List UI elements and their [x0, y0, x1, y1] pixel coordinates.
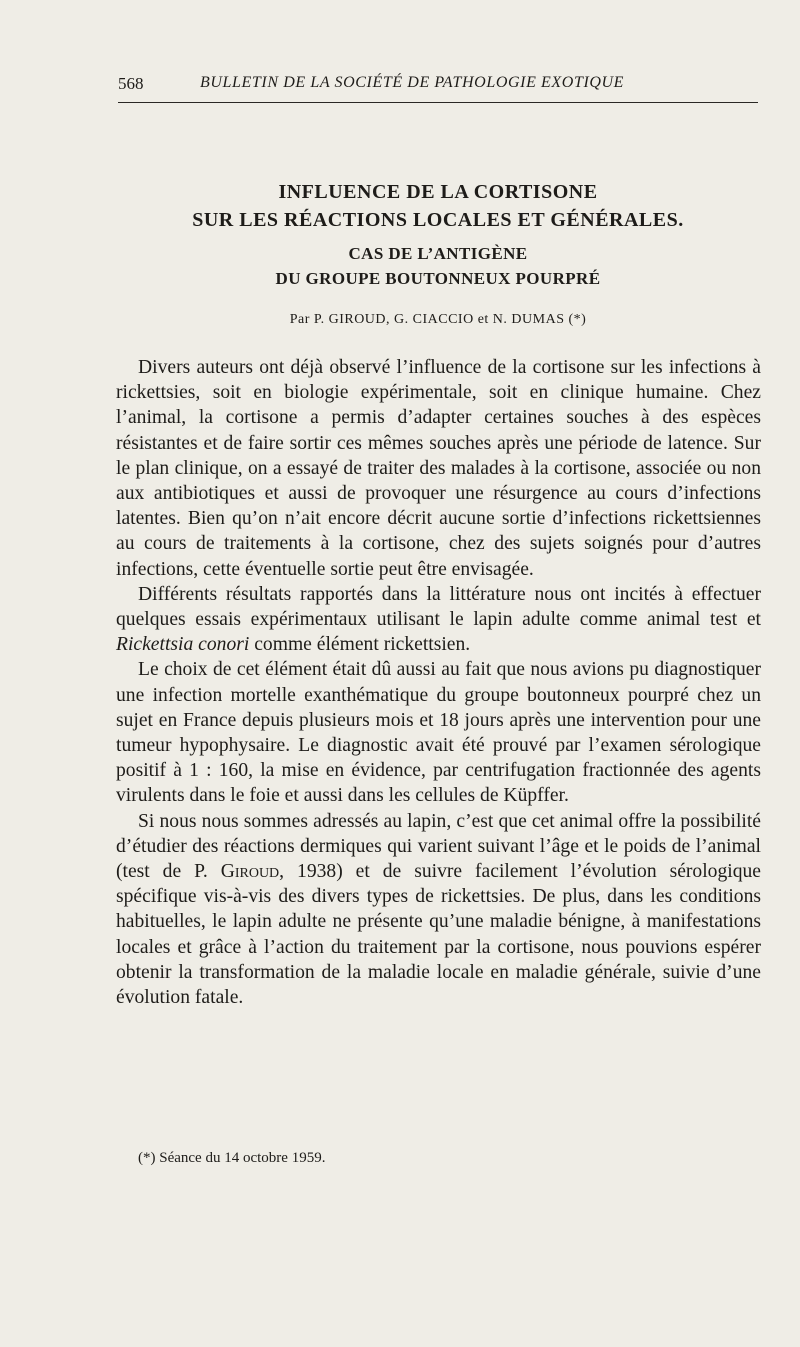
paragraph-3: Le choix de cet élément était dû aussi au fait que nous avions pu diagnostiquer une infection mortelle exanthématique du groupe boutonneux pourpré chez un sujet en France depuis plusieurs mois et 18 jours après une intervention pour une tumeur hypophysaire. Le diagnostic avait été prouvé par l’examen sérologique positif à 1 : 160, la mise en évidence, par centrifugation fractionnée des agents virulents dans le foie et aussi dans les cellules de Küpffer.	[116, 659, 761, 807]
author-citation: Giroud	[220, 861, 280, 883]
footnote: (*) Séance du 14 octobre 1959.	[138, 1150, 326, 1166]
paragraph-2-text-b: comme élément rickettsien.	[249, 634, 471, 656]
page-number: 568	[118, 74, 144, 93]
running-header	[118, 72, 758, 103]
paragraph-4	[116, 809, 761, 1011]
article-subtitle-line-1: CAS DE L’ANTIGÈNE	[348, 244, 528, 263]
article-subtitle-line-2: DU GROUPE BOUTONNEUX POURPRÉ	[275, 269, 601, 288]
paragraph-2	[116, 582, 761, 658]
article-body	[116, 355, 761, 1010]
article-title-line-1: INFLUENCE DE LA CORTISONE	[278, 181, 598, 203]
species-name: Rickettsia conori	[116, 634, 250, 656]
paragraph-1: Divers auteurs ont déjà observé l’influence de la cortisone sur les infections à rickettsies, soit en biologie expérimentale, soit en clinique humaine. Chez l’animal, la cortisone a permis d’adapter certaines souches à des espèces résistantes et de faire sortir ces mêmes souches après une période de latence. Sur le plan clinique, on a essayé de traiter des malades à la cortisone, associée ou non aux antibiotiques et aussi de provoquer une résurgence au cours d’infections latentes. Bien qu’on n’ait encore décrit aucune sortie d’infections rickettsiennes au cours de traitements à la cortisone, chez des sujets soignés pour d’autres infections, cette éventuelle sortie peut être envisagée.	[116, 357, 761, 580]
running-title: BULLETIN DE LA SOCIÉTÉ DE PATHOLOGIE EXOTIQUE	[200, 74, 625, 91]
article-title-line-2: SUR LES RÉACTIONS LOCALES ET GÉNÉRALES.	[192, 209, 684, 231]
paragraph-4-text-b: , 1938) et de suivre facilement l’évolution sérologique spécifique vis-à-vis des divers types de rickettsies. De plus, dans les conditions habituelles, le lapin adulte ne présente qu’une maladie bénigne, à manifestations locales et grâce à l’action du traitement par la cortisone, nous pouvions espérer obtenir la transformation de la maladie locale en maladie générale, suivie d’une évolution fatale.	[116, 861, 761, 1009]
author-byline: Par P. GIROUD, G. CIACCIO et N. DUMAS (*)	[289, 312, 587, 327]
paragraph-2-text-a: Différents résultats rapportés dans la littérature nous ont incités à effectuer quelques essais expérimentaux utilisant le lapin adulte comme animal test et	[116, 583, 761, 631]
paragraph-4-text-a: Si nous nous sommes adressés au lapin, c’est que cet animal offre la possibilité d’étudier des réactions dermiques qui varient suivant l’âge et le poids de l’animal (test de P.	[116, 810, 761, 883]
